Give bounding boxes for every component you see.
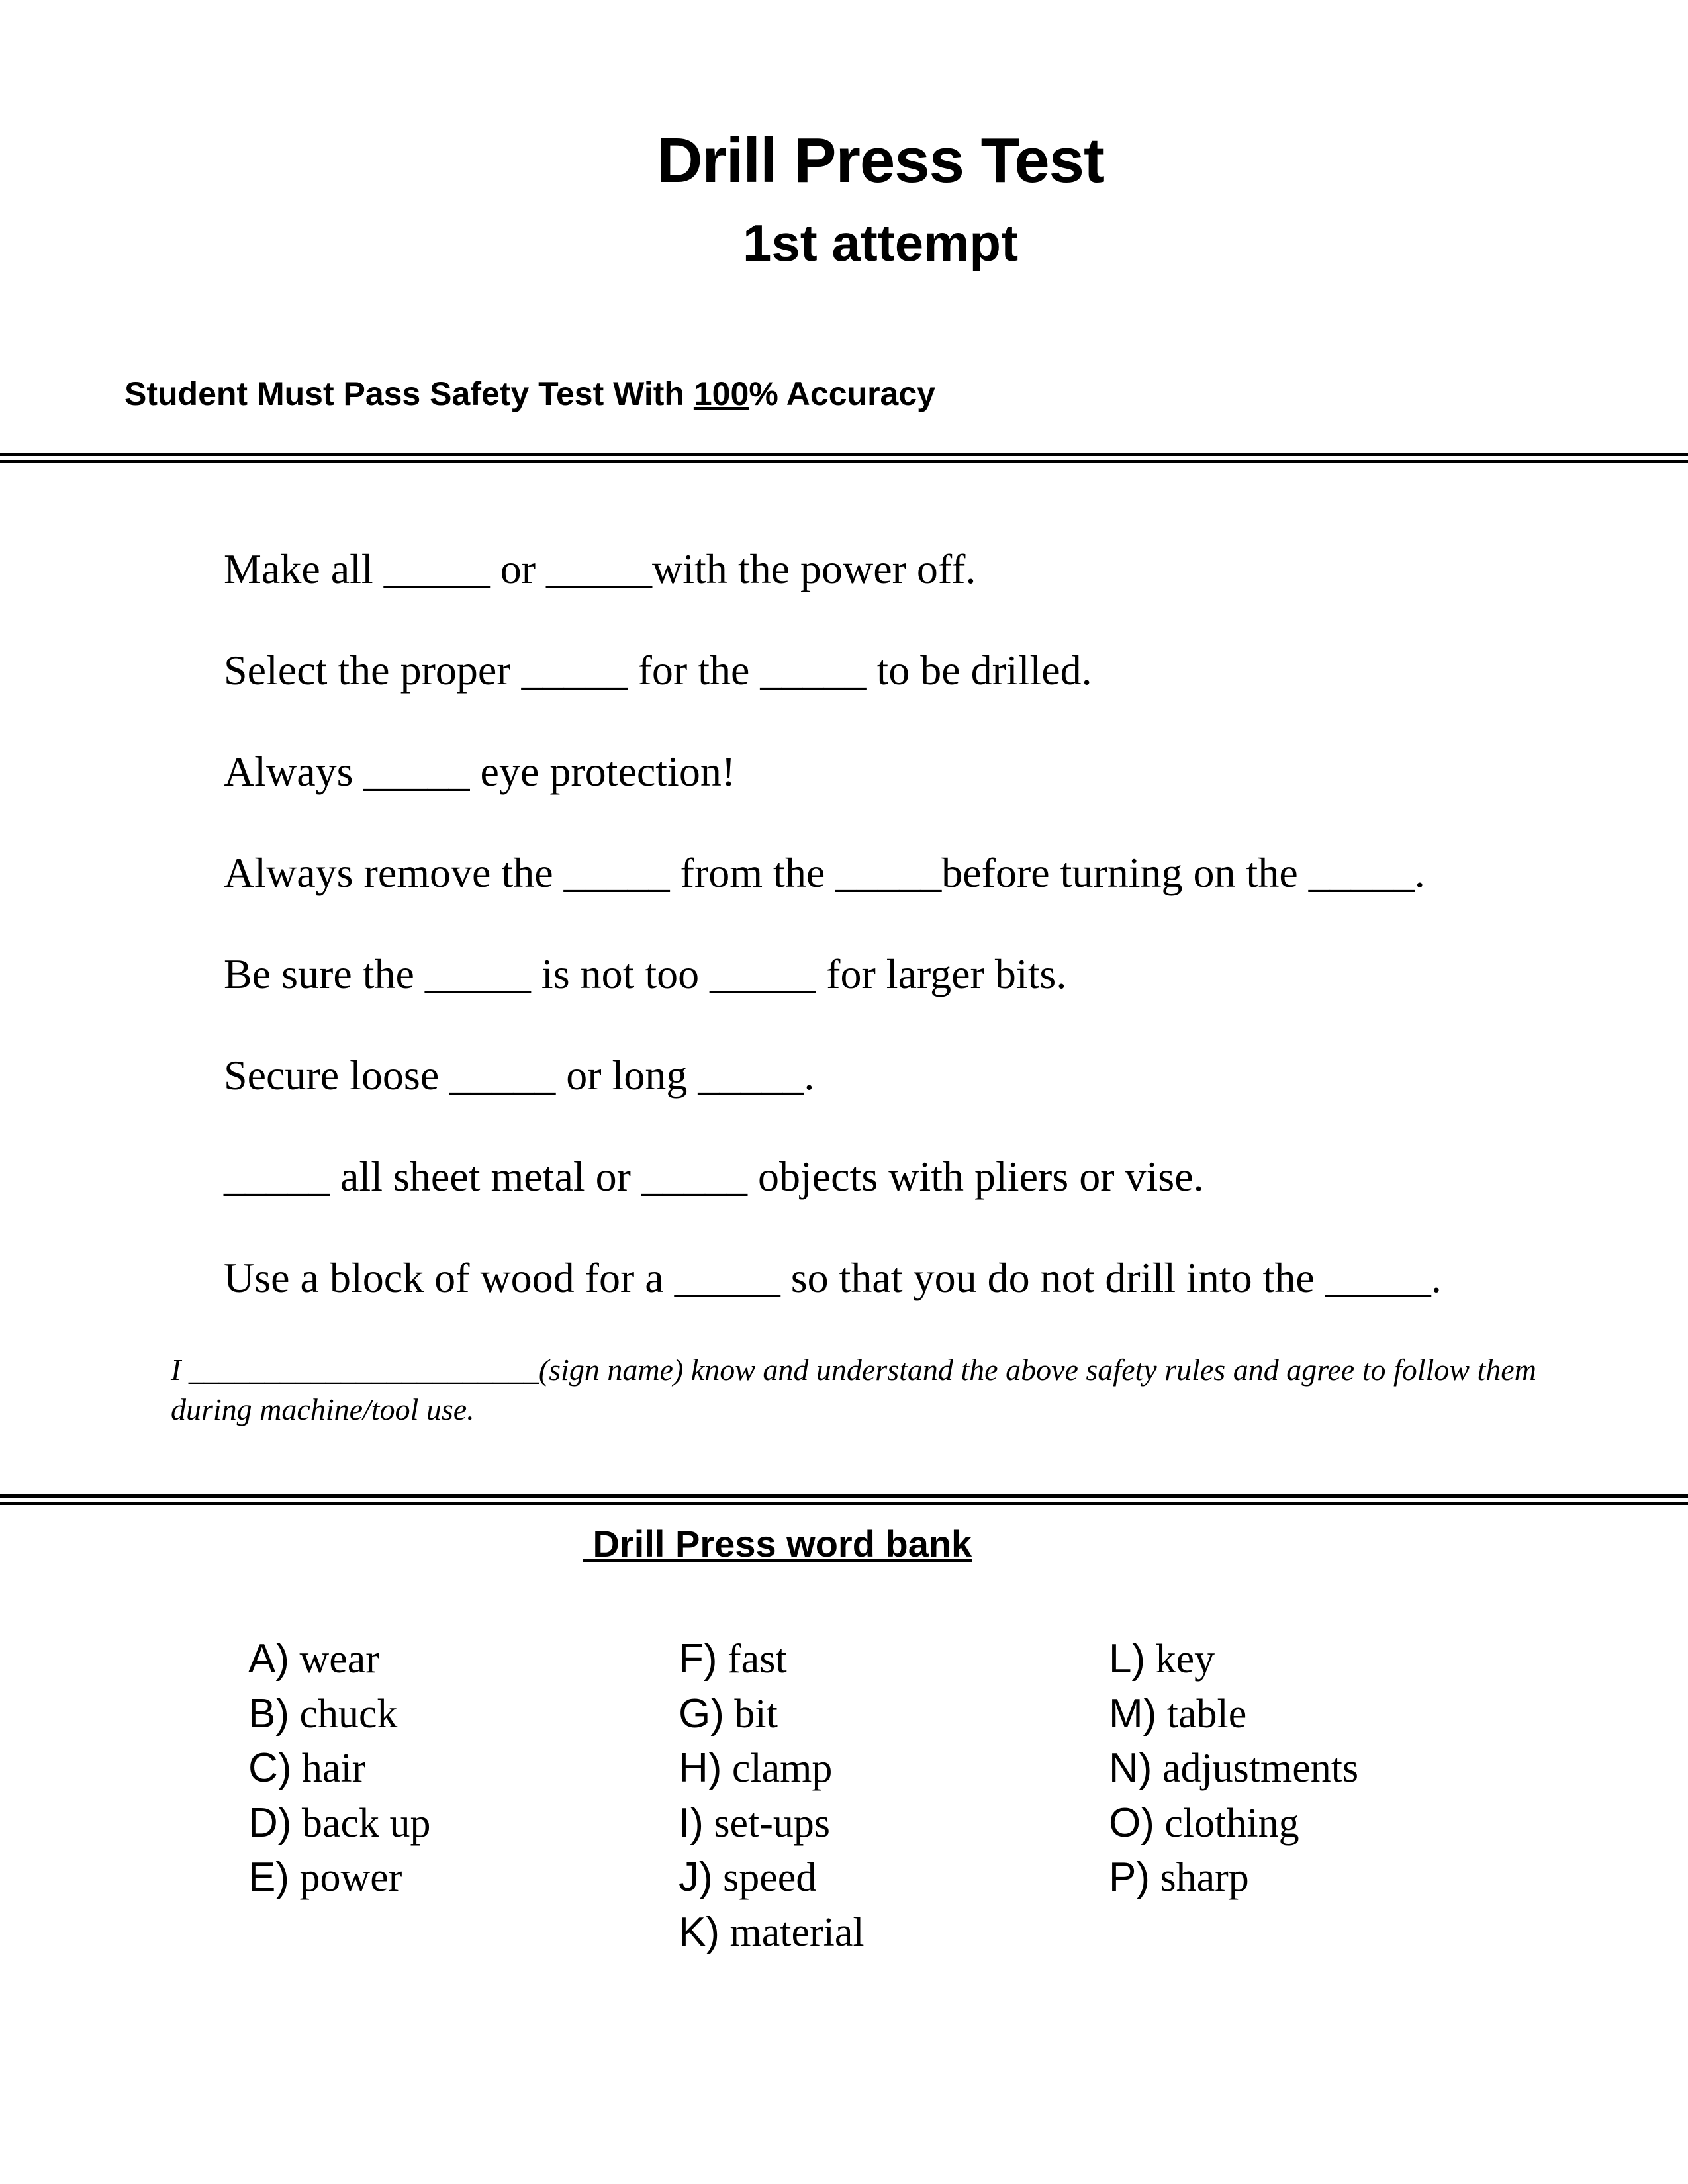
word-bank-item [1109,1687,1358,1742]
word-bank-word: chuck [299,1691,398,1737]
word-bank-word: wear [299,1637,379,1682]
question-1: Make all _____ or _____with the power off. [224,545,976,592]
word-bank-word: fast [727,1637,787,1682]
word-bank-word: power [299,1855,402,1900]
word-bank-letter: C) [248,1745,292,1791]
word-bank-item [248,1850,430,1905]
signature-pledge: I _______________________(sign name) know and understand the above safety rules and agree to follow them during machine/tool use. [171,1353,1536,1426]
question-list [224,537,1442,1347]
word-bank-word: sharp [1160,1855,1249,1900]
word-bank-item [248,1632,430,1687]
question-2: Select the proper _____ for the _____ to be drilled. [224,647,1092,694]
question-3: Always _____ eye protection! [224,748,736,795]
word-bank-item [1109,1850,1358,1905]
word-bank-word: table [1166,1691,1247,1737]
word-bank-letter: H) [679,1745,722,1791]
word-bank-item [679,1632,865,1687]
word-bank-word: clamp [731,1746,833,1791]
word-bank-column-2 [679,1632,865,1960]
word-bank-letter: N) [1109,1745,1152,1791]
question-7: _____ all sheet metal or _____ objects with pliers or vise. [224,1153,1204,1200]
page-subtitle: 1st attempt [742,214,1019,272]
word-bank-letter: A) [248,1636,289,1682]
question-6: Secure loose _____ or long _____. [224,1052,815,1099]
word-bank-item [679,1796,865,1851]
word-bank-letter: K) [679,1909,720,1955]
word-bank-word: material [729,1909,865,1955]
word-bank-title: Drill Press word bank [583,1523,972,1565]
question-8: Use a block of wood for a _____ so that you do not drill into the _____. [224,1254,1442,1301]
word-bank-letter: G) [679,1690,724,1737]
word-bank-word: hair [301,1746,366,1791]
word-bank-word: speed [723,1855,817,1900]
word-bank-item [1109,1632,1358,1687]
word-bank-item [1109,1796,1358,1851]
word-bank-item [679,1850,865,1905]
word-bank-letter: M) [1109,1690,1157,1737]
word-bank-word: set-ups [714,1800,831,1846]
pass-requirement [124,375,935,413]
word-bank-item [248,1796,430,1851]
word-bank-item [679,1741,865,1796]
word-bank-word: key [1155,1637,1215,1682]
requirement-prefix: Student Must Pass Safety Test With [124,375,694,412]
page-title: Drill Press Test [657,125,1104,196]
word-bank-column-3 [1109,1632,1358,1905]
word-bank-word: back up [301,1800,431,1846]
requirement-suffix: % Accuracy [749,375,935,412]
word-bank-item [1109,1741,1358,1796]
word-bank-letter: D) [248,1799,292,1846]
question-4: Always remove the _____ from the _____before turning on the _____. [224,849,1425,896]
word-bank-item [679,1905,865,1960]
word-bank-letter: L) [1109,1636,1146,1682]
requirement-percent: 100 [693,375,749,412]
word-bank-word: bit [734,1691,778,1737]
word-bank-word: adjustments [1162,1746,1359,1791]
word-bank-word: clothing [1164,1800,1299,1846]
word-bank-letter: J) [679,1854,713,1900]
word-bank-letter: B) [248,1690,289,1737]
word-bank-letter: F) [679,1636,718,1682]
double-divider-top [0,453,1688,463]
question-5: Be sure the _____ is not too _____ for larger bits. [224,950,1067,997]
word-bank-letter: E) [248,1854,289,1900]
word-bank-item [248,1687,430,1742]
double-divider-bottom [0,1494,1688,1505]
word-bank-letter: P) [1109,1854,1150,1900]
word-bank-item [248,1741,430,1796]
word-bank-column-1 [248,1632,430,1905]
word-bank-item [679,1687,865,1742]
word-bank-letter: I) [679,1799,704,1846]
word-bank-letter: O) [1109,1799,1154,1846]
